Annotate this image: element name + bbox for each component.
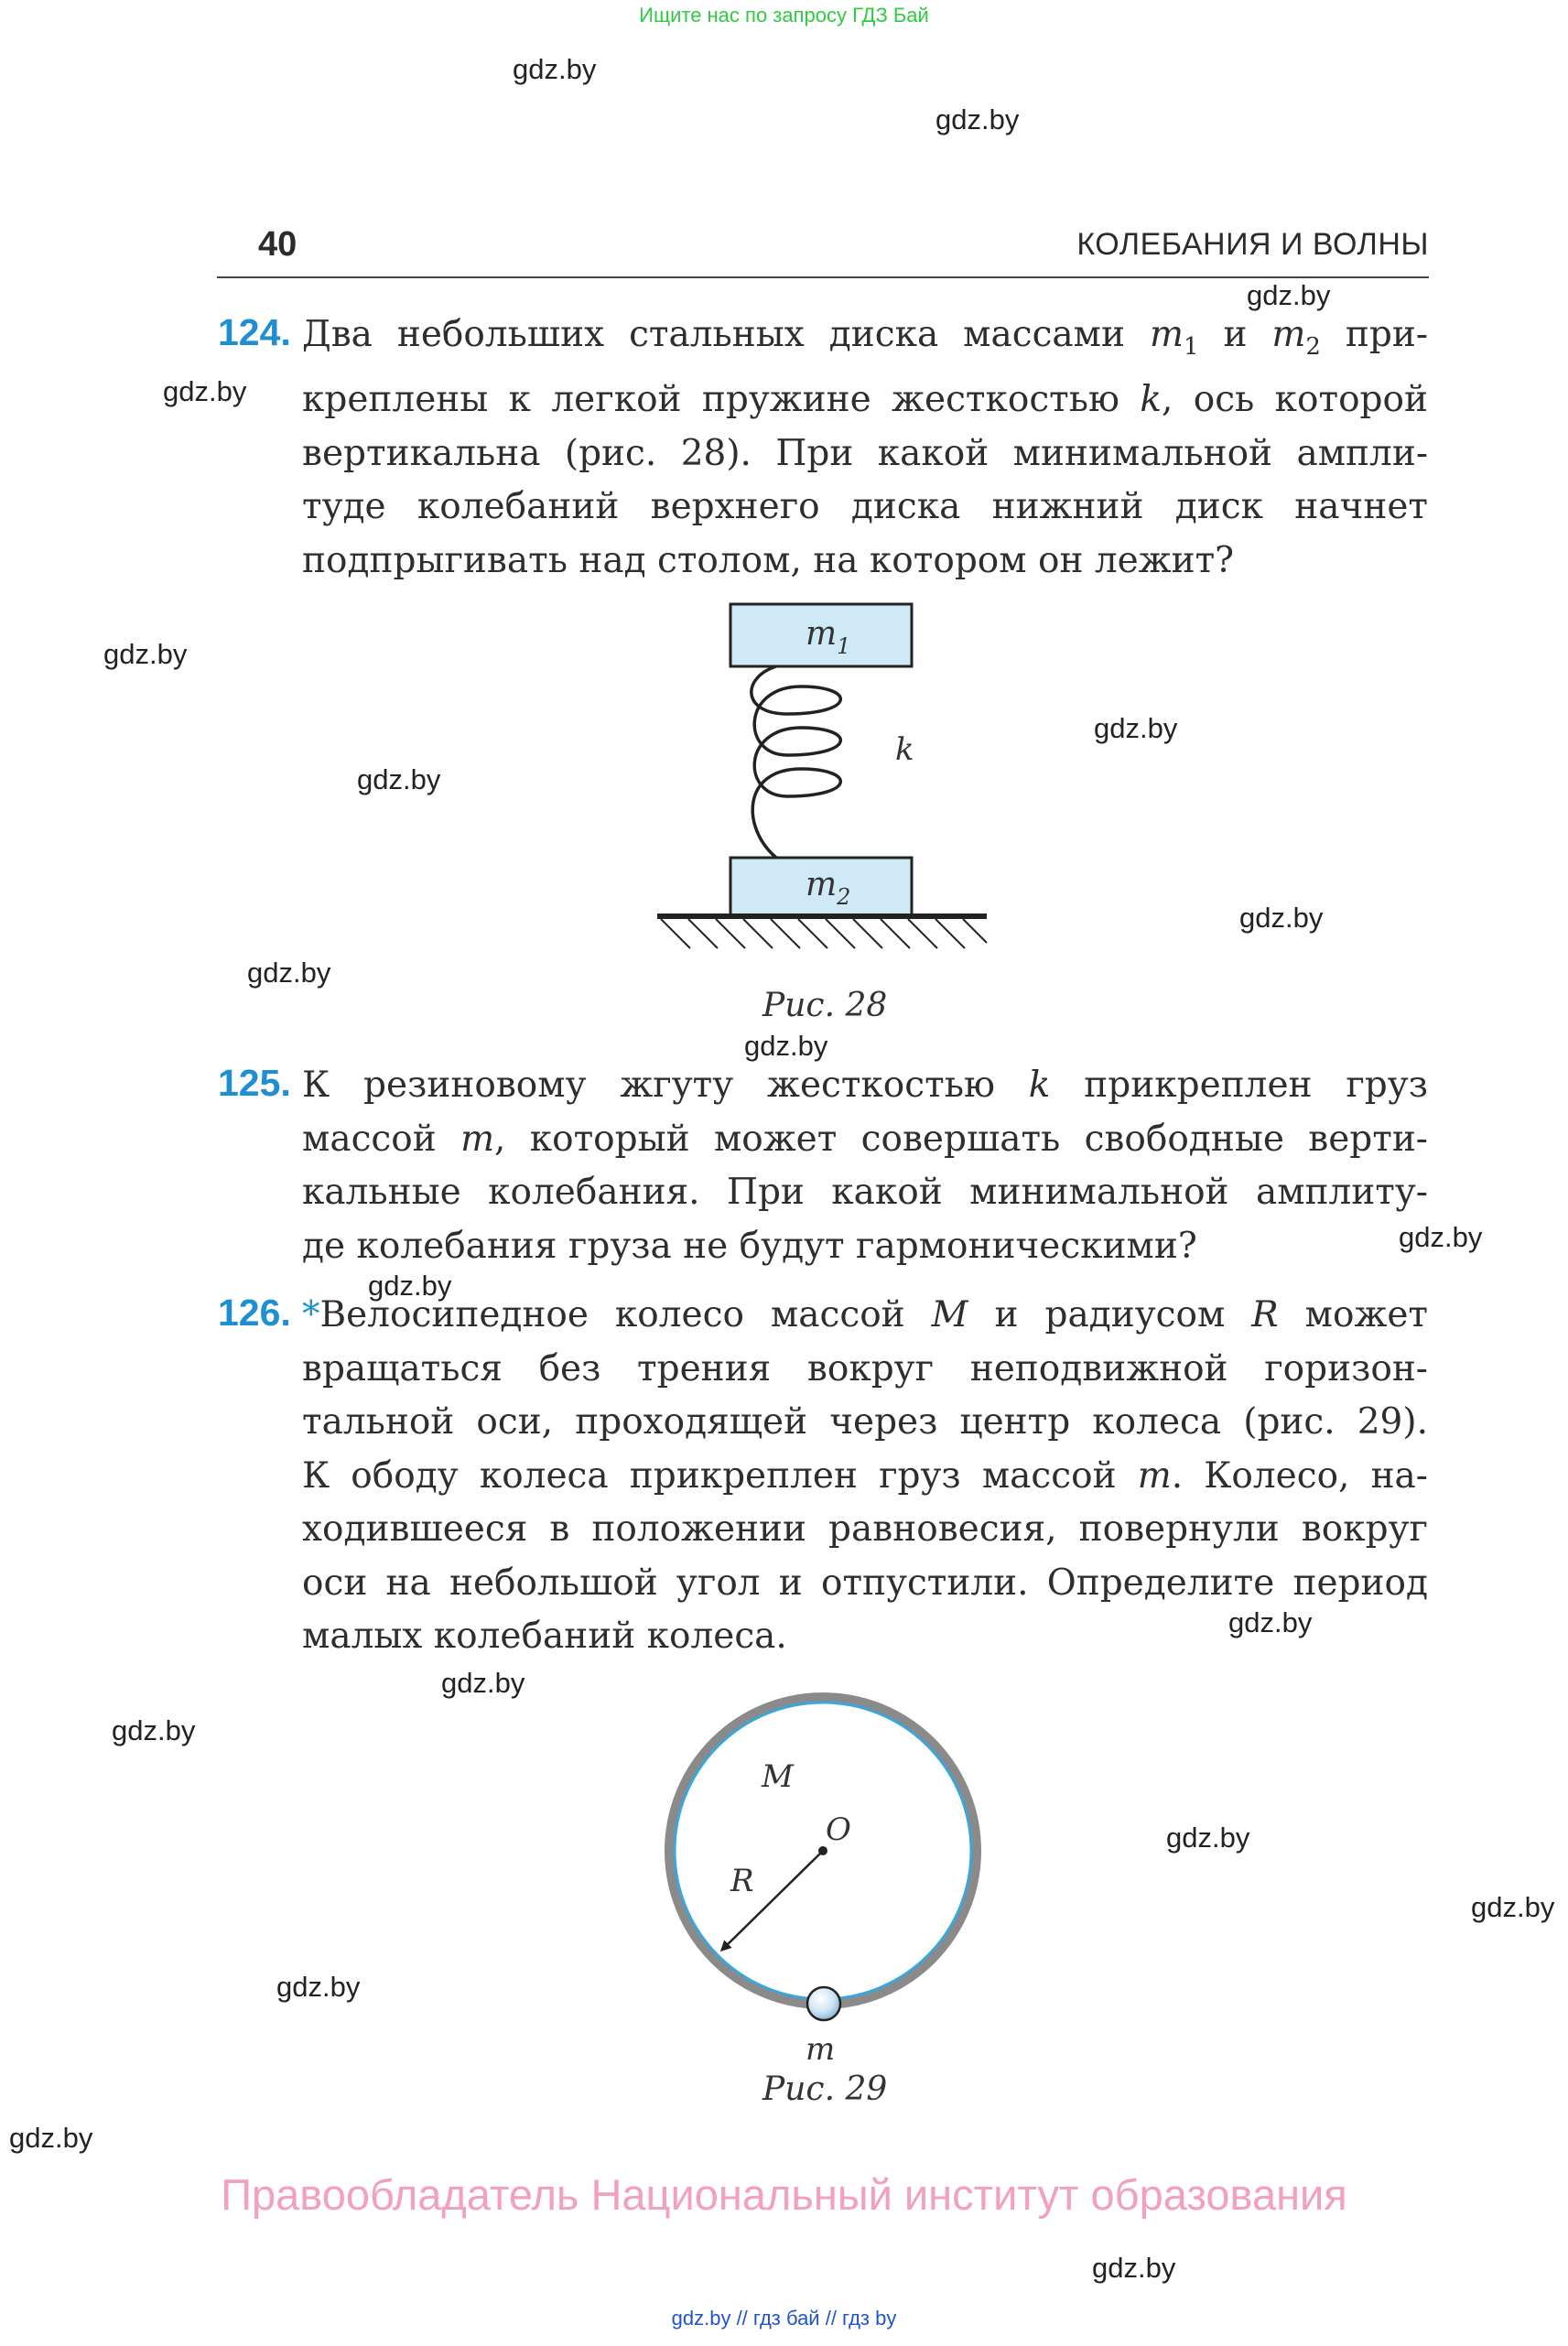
problem-text-line: де колебания груза не будут гармоническими?: [302, 1225, 1197, 1267]
top-banner: Ищите нас по запросу ГДЗ Бай: [639, 4, 929, 27]
watermark: gdz.by: [513, 53, 597, 85]
problem-text-line: креплены к легкой пружине жесткостью k, ось которой: [302, 379, 1428, 421]
problem-text-line: оси на небольшой угол и отпустили. Определите период: [302, 1562, 1428, 1604]
problem-text-line: вертикальна (рис. 28). При какой минимальной ампли-: [302, 432, 1428, 474]
watermark: gdz.by: [1228, 1606, 1313, 1638]
problem-number-124: 124.: [218, 311, 291, 353]
problem-125-text: [302, 1059, 1428, 1273]
watermark: gdz.by: [935, 103, 1020, 135]
table-hatching: [661, 919, 987, 948]
watermark: gdz.by: [9, 2122, 93, 2154]
problem-text-line: кальные колебания. При какой минимальной амплиту-: [302, 1172, 1428, 1213]
problem-text-line: К резиновому жгуту жесткостью k прикреплен груз: [302, 1065, 1428, 1106]
problem-text-line: *Велосипедное колесо массой M и радиусом R может: [302, 1294, 1428, 1335]
problem-text-line: туде колебаний верхнего диска нижний диск начнет: [302, 486, 1428, 528]
problem-text-line: массой m, который может совершать свободные верти-: [302, 1118, 1428, 1160]
problem-text-line: ходившееся в положении равновесия, повернули вокруг: [302, 1508, 1428, 1550]
running-title: КОЛЕБАНИЯ И ВОЛНЫ: [1076, 227, 1429, 262]
spring-coil: [752, 666, 840, 858]
watermark: gdz.by: [163, 375, 247, 407]
figure-29-caption: Рис. 29: [762, 2070, 888, 2108]
watermark: gdz.by: [276, 1971, 361, 2003]
load-mass-label: m: [806, 2031, 836, 2068]
watermark: gdz.by: [103, 638, 188, 670]
wheel-radius-label: R: [730, 1863, 754, 1899]
problem-text-line: вращаться без трения вокруг неподвижной горизон-: [302, 1347, 1428, 1389]
figure-29-wheel-diagram: [641, 1684, 1007, 2069]
problem-text-line: подпрыгивать над столом, на котором он лежит?: [302, 539, 1235, 581]
wheel-center-label: O: [826, 1811, 851, 1848]
watermark: gdz.by: [1166, 1822, 1250, 1854]
page-number: 40: [258, 225, 297, 264]
problem-126-text: [302, 1289, 1428, 1664]
load-ball: [807, 1987, 840, 2020]
watermark: gdz.by: [1399, 1221, 1483, 1253]
problem-text-line: К ободу колеса прикреплен груз массой m. Колесо, на-: [302, 1454, 1428, 1497]
watermark: gdz.by: [1471, 1891, 1555, 1923]
watermark: gdz.by: [368, 1270, 452, 1302]
copyright-notice: Правообладатель Национальный институт образования: [221, 2170, 1347, 2219]
problem-number-126: 126.: [218, 1292, 291, 1334]
watermark: gdz.by: [744, 1030, 828, 1062]
watermark: gdz.by: [112, 1714, 196, 1746]
watermark: gdz.by: [1239, 902, 1324, 934]
difficulty-star: *: [302, 1294, 320, 1335]
top-mass-label: $m_1$: [806, 615, 851, 659]
problem-124-text: [302, 308, 1428, 588]
watermark: gdz.by: [1092, 2252, 1176, 2284]
problem-text-line: Два небольших стальных диска массами $m_1$ и $m_2$ при-: [302, 314, 1429, 361]
watermark: gdz.by: [1247, 279, 1331, 311]
table-surface: [657, 914, 987, 919]
watermark: gdz.by: [1094, 712, 1178, 744]
figure-28-spring-diagram: [641, 586, 1007, 961]
problem-number-125: 125.: [218, 1062, 291, 1104]
bottom-mass-label: $m_2$: [806, 866, 851, 910]
spring-stiffness-label: k: [895, 731, 914, 768]
watermark: gdz.by: [247, 957, 331, 989]
problem-text-line: тальной оси, проходящей через центр колеса (рис. 29).: [302, 1401, 1428, 1443]
problem-text-line: малых колебаний колеса.: [302, 1616, 787, 1657]
header-divider: [217, 276, 1429, 278]
figure-28-caption: Рис. 28: [762, 987, 888, 1024]
watermark: gdz.by: [357, 763, 441, 795]
watermark: gdz.by: [441, 1667, 525, 1699]
footer-links[interactable]: gdz.by // гдз бай // гдз by: [671, 2307, 897, 2330]
wheel-mass-label: M: [762, 1758, 794, 1795]
